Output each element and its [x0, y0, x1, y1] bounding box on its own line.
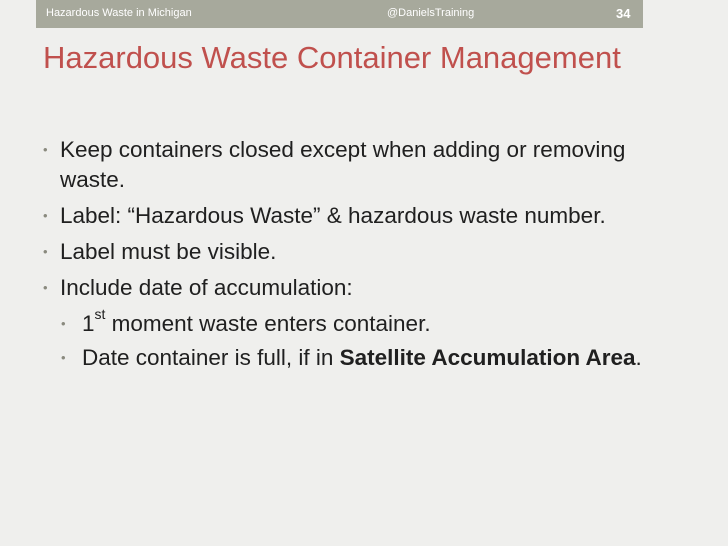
bullet-icon: •	[61, 316, 66, 331]
bullet-text: Include date of accumulation:	[60, 275, 353, 300]
sub-bullet-text: Date container is full, if in	[82, 345, 340, 370]
sub-bullet-ordinal: 1	[82, 311, 95, 336]
bullet-text: Label: “Hazardous Waste” & hazardous waste number.	[60, 203, 606, 228]
header-center-text: @DanielsTraining	[387, 7, 475, 19]
sub-bullet-bold-text: Satellite Accumulation Area	[339, 345, 636, 370]
header-bar	[36, 0, 643, 28]
slide-title: Hazardous Waste Container Management	[43, 40, 621, 75]
bullet-item	[43, 273, 673, 303]
header-left-text: Hazardous Waste in Michigan	[46, 7, 192, 19]
bullet-icon: •	[43, 280, 48, 295]
bullet-icon: •	[43, 142, 48, 157]
sub-bullet-end: .	[635, 345, 642, 370]
bullet-item	[43, 201, 673, 231]
bullet-list	[43, 135, 673, 377]
bullet-icon: •	[43, 208, 48, 223]
bullet-item	[43, 135, 673, 195]
bullet-text: Keep containers closed except when adding or removing waste.	[60, 137, 626, 192]
sub-bullet-item	[43, 305, 673, 339]
sub-bullet-text: moment waste enters container.	[105, 311, 431, 336]
sub-bullet-item	[43, 343, 673, 373]
sub-bullet-superscript: st	[94, 305, 106, 322]
bullet-item	[43, 237, 673, 267]
bullet-text: Label must be visible.	[60, 239, 277, 264]
slide-number: 34	[616, 6, 631, 21]
bullet-icon: •	[61, 350, 66, 365]
bullet-icon: •	[43, 244, 48, 259]
